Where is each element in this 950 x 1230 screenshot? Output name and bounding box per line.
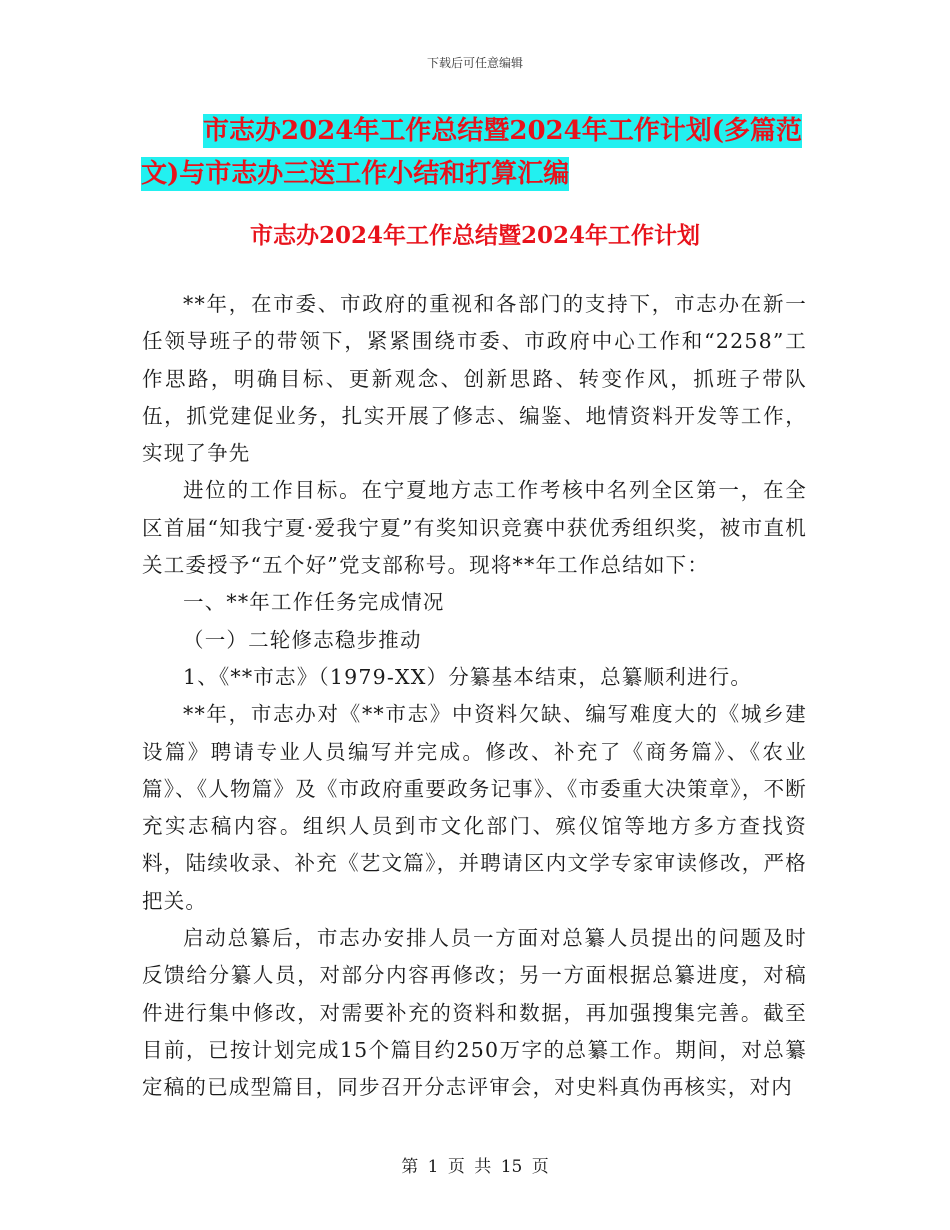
document-title-line-1 (0, 114, 950, 148)
paragraph: 1、《**市志》（1979-XX）分纂基本结束，总纂顺利进行。 (183, 664, 753, 689)
document-title-text-2: 文)与市志办三送工作小结和打算汇编 (141, 159, 570, 189)
paragraph: 启动总纂后，市志办安排人员一方面对总纂人员提出的问题及时反馈给分纂人员，对部分内容再修改；另一方面根据总纂进度，对稿件进行集中修改，对需要补充的资料和数据，再加强搜集完善。截至目前，已按计划完成15个篇目约250万字的总纂工作。期间，对总纂定稿的已成型篇目，同步召开分志评审会，对史料真伪再核实，对内 (142, 926, 807, 1100)
header-note: 下载后可任意编辑 (426, 56, 523, 70)
paragraph: **年，在市委、市政府的重视和各部门的支持下，市志办在新一任领导班子的带领下，紧紧围绕市委、市政府中心工作和“2258”工作思路，明确目标、更新观念、创新思路、转变作风，抓班子带队伍，抓党建促业务，扎实开展了修志、编鉴、地情资料开发等工作，实现了争先 (142, 292, 807, 466)
page-footer: 第 1 页 共 15 页 (401, 1157, 549, 1177)
document-title-line-2 (0, 157, 950, 191)
document-body (142, 286, 807, 1107)
paragraph: 进位的工作目标。在宁夏地方志工作考核中名列全区第一，在全区首届“知我宁夏·爱我宁夏”有奖知识竞赛中获优秀组织奖，被市直机关工委授予“五个好”党支部称号。现将**年工作总结如下： (142, 478, 807, 578)
paragraph: 一、**年工作任务完成情况 (183, 590, 445, 615)
paragraph: **年，市志办对《**市志》中资料欠缺、编写难度大的《城乡建设篇》聘请专业人员编写并完成。修改、补充了《商务篇》、《农业篇》、《人物篇》及《市政府重要政务记事》、《市委重大决策章》，不断充实志稿内容。组织人员到市文化部门、殡仪馆等地方多方查找资料，陆续收录、补充《艺文篇》，并聘请区内文学专家审读修改，严格把关。 (142, 702, 807, 913)
paragraph: （一）二轮修志稳步推动 (183, 627, 422, 652)
document-title-text-1: 市志办2024年工作总结暨2024年工作计划(多篇范 (203, 116, 803, 146)
section-title: 市志办2024年工作总结暨2024年工作计划 (249, 222, 701, 249)
